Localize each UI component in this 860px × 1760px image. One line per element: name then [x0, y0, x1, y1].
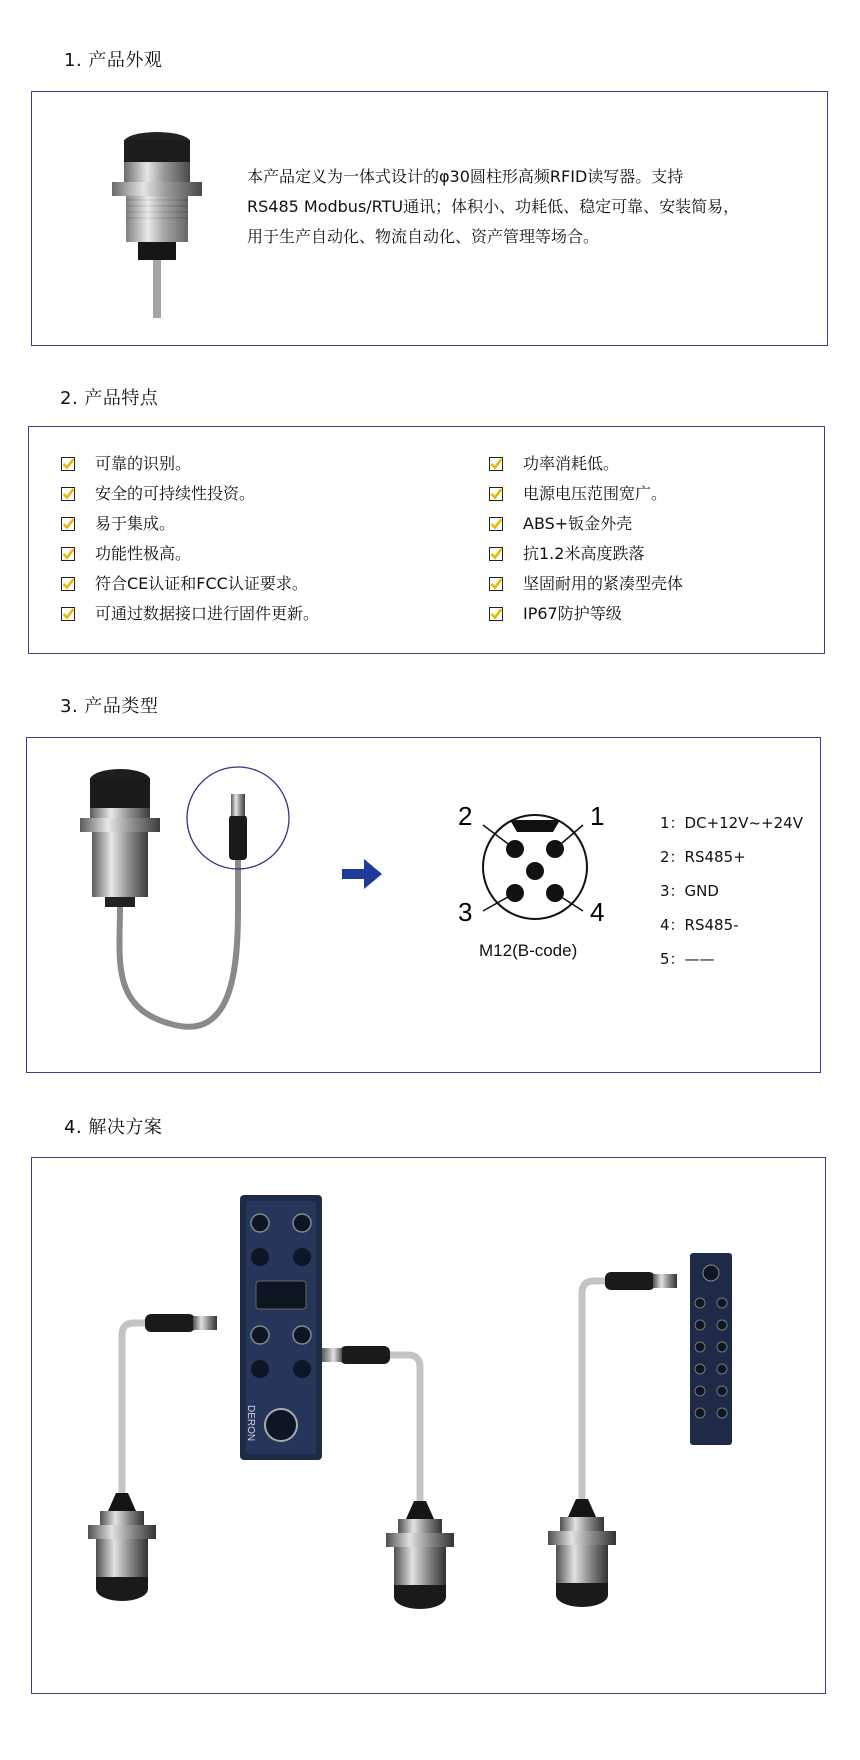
pin-definition: 5：—— — [660, 950, 715, 968]
feature-text: 坚固耐用的紧凑型壳体 — [523, 574, 684, 593]
solution-diagram — [60, 1195, 820, 1675]
checkbox-checked-icon — [61, 577, 75, 591]
checkbox-checked-icon — [489, 487, 503, 501]
feature-item — [489, 569, 683, 599]
checkbox-checked-icon — [61, 457, 75, 471]
section-title-types: 3. 产品类型 — [60, 696, 159, 717]
feature-item — [489, 479, 683, 509]
feature-text: 符合CE认证和FCC认证要求。 — [95, 574, 308, 593]
checkbox-checked-icon — [61, 517, 75, 531]
intro-line-1: 本产品定义为一体式设计的φ30圆柱形高频RFID读写器。支持 — [247, 167, 684, 186]
features-panel — [28, 426, 825, 654]
feature-item — [61, 479, 319, 509]
feature-text: 可靠的识别。 — [95, 454, 192, 473]
checkbox-checked-icon — [61, 607, 75, 621]
feature-item — [61, 539, 319, 569]
intro-line-2: RS485 Modbus/RTU通讯；体积小、功耗低、稳定可靠、安装简易， — [247, 197, 740, 216]
checkbox-checked-icon — [489, 457, 503, 471]
features-right-list — [489, 449, 683, 629]
connector-label: M12(B-code) — [479, 941, 578, 960]
section-title-features: 2. 产品特点 — [60, 388, 159, 409]
arrow-right-icon — [338, 854, 386, 894]
feature-text: ABS+钣金外壳 — [523, 514, 633, 533]
feature-text: 安全的可持续性投资。 — [95, 484, 256, 503]
pin-definition: 2：RS485+ — [660, 848, 746, 866]
feature-text: 抗1.2米高度跌落 — [523, 544, 645, 563]
section-title-solutions: 4. 解决方案 — [64, 1117, 163, 1138]
feature-item — [61, 569, 319, 599]
appearance-panel — [31, 91, 828, 346]
pin-number-2: 2 — [458, 801, 473, 831]
checkbox-checked-icon — [489, 547, 503, 561]
feature-text: 功能性极高。 — [95, 544, 192, 563]
section-title-appearance: 1. 产品外观 — [64, 50, 163, 71]
pin-definition: 3：GND — [660, 882, 719, 900]
checkbox-checked-icon — [61, 487, 75, 501]
pin-definition-list — [660, 806, 803, 976]
feature-item — [61, 599, 319, 629]
feature-item — [61, 509, 319, 539]
feature-item — [489, 509, 683, 539]
checkbox-checked-icon — [489, 607, 503, 621]
checkbox-checked-icon — [489, 517, 503, 531]
feature-item — [61, 449, 319, 479]
features-left-list — [61, 449, 319, 629]
feature-text: 功率消耗低。 — [523, 454, 620, 473]
pin-definition: 4：RS485- — [660, 916, 739, 934]
checkbox-checked-icon — [489, 577, 503, 591]
reader-image — [102, 128, 212, 318]
pin-number-4: 4 — [590, 897, 605, 927]
feature-text: 可通过数据接口进行固件更新。 — [95, 604, 320, 623]
module-brand: DERON — [245, 1405, 256, 1442]
intro-line-3: 用于生产自动化、物流自动化、资产管理等场合。 — [247, 227, 600, 246]
reader-with-cable-image — [80, 760, 310, 1040]
feature-text: IP67防护等级 — [523, 604, 622, 623]
pin-number-1: 1 — [590, 801, 605, 831]
feature-item — [489, 449, 683, 479]
pin-definition: 1：DC+12V~+24V — [660, 814, 803, 832]
feature-text: 电源电压范围宽广。 — [523, 484, 668, 503]
checkbox-checked-icon — [61, 547, 75, 561]
feature-item — [489, 539, 683, 569]
pin-number-3: 3 — [458, 897, 473, 927]
feature-text: 易于集成。 — [95, 514, 176, 533]
m12-pin-diagram — [455, 795, 625, 955]
feature-item — [489, 599, 683, 629]
